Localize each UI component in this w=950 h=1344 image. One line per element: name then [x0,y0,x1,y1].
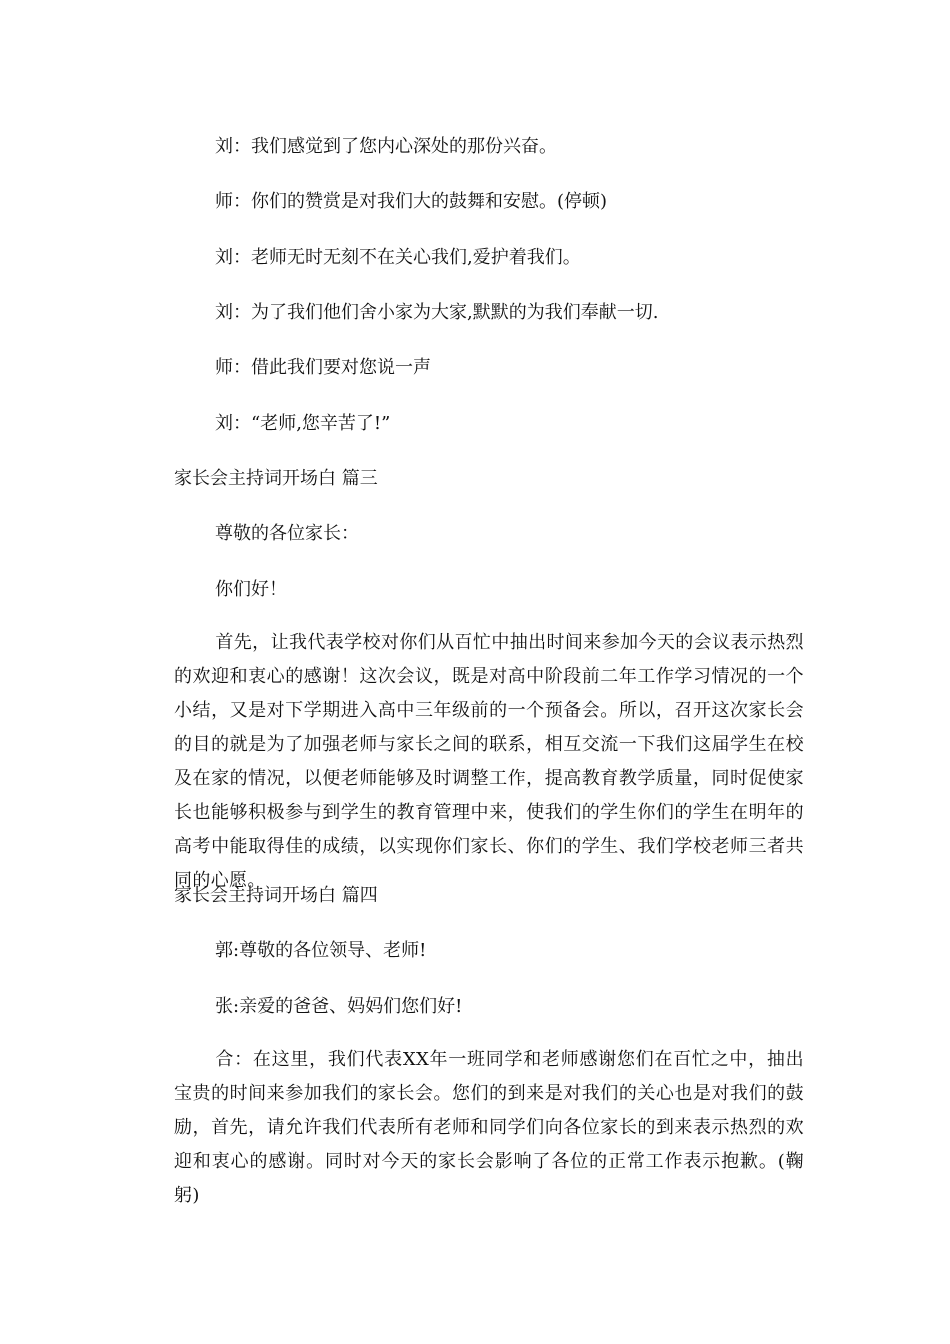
section-4-heading: 家长会主持词开场白 篇四 [174,885,378,906]
dialogue-line-1: 刘：我们感觉到了您内心深处的那份兴奋。 [215,136,557,157]
section-4-line-guo: 郭:尊敬的各位领导、老师! [215,940,427,961]
section-3-salutation: 尊敬的各位家长： [215,523,359,544]
section-4-body: 合：在这里，我们代表XX年一班同学和老师感谢您们在百忙之中，抽出宝贵的时间来参加我们的家长会。您们的到来是对我们的关心也是对我们的鼓励，首先，请允许我们代表所有老师和同学们向各位家长的到来表示热烈的欢迎和衷心的感谢。同时对今天的家长会影响了各位的正常工作表示抱歉。(鞠躬) [174,1049,804,1206]
section-4-line-zhang: 张:亲爱的爸爸、妈妈们您们好! [215,996,463,1017]
dialogue-line-4: 刘：为了我们他们舍小家为大家,默默的为我们奉献一切. [215,302,659,323]
dialogue-line-3: 刘：老师无时无刻不在关心我们,爱护着我们。 [215,247,581,268]
dialogue-line-2: 师：你们的赞赏是对我们大的鼓舞和安慰。(停顿) [215,191,608,212]
section-3-body: 首先，让我代表学校对你们从百忙中抽出时间来参加今天的会议表示热烈的欢迎和衷心的感谢！这次会议，既是对高中阶段前二年工作学习情况的一个小结，又是对下学期进入高中三年级前的一个预备会。所以，召开这次家长会的目的就是为了加强老师与家长之间的联系，相互交流一下我们这届学生在校及在家的情况，以便老师能够及时调整工作，提高教育教学质量，同时促使家长也能够积极参与到学生的教育管理中来，使我们的学生你们的学生在明年的高考中能取得佳的成绩，以实现你们家长、你们的学生、我们学校老师三者共同的心愿。 [174,632,804,891]
section-3-heading: 家长会主持词开场白 篇三 [174,468,378,489]
dialogue-line-5: 师：借此我们要对您说一声 [215,357,431,378]
dialogue-line-6: 刘：“老师,您辛苦了!” [215,413,391,434]
section-3-greeting: 你们好！ [215,579,287,600]
